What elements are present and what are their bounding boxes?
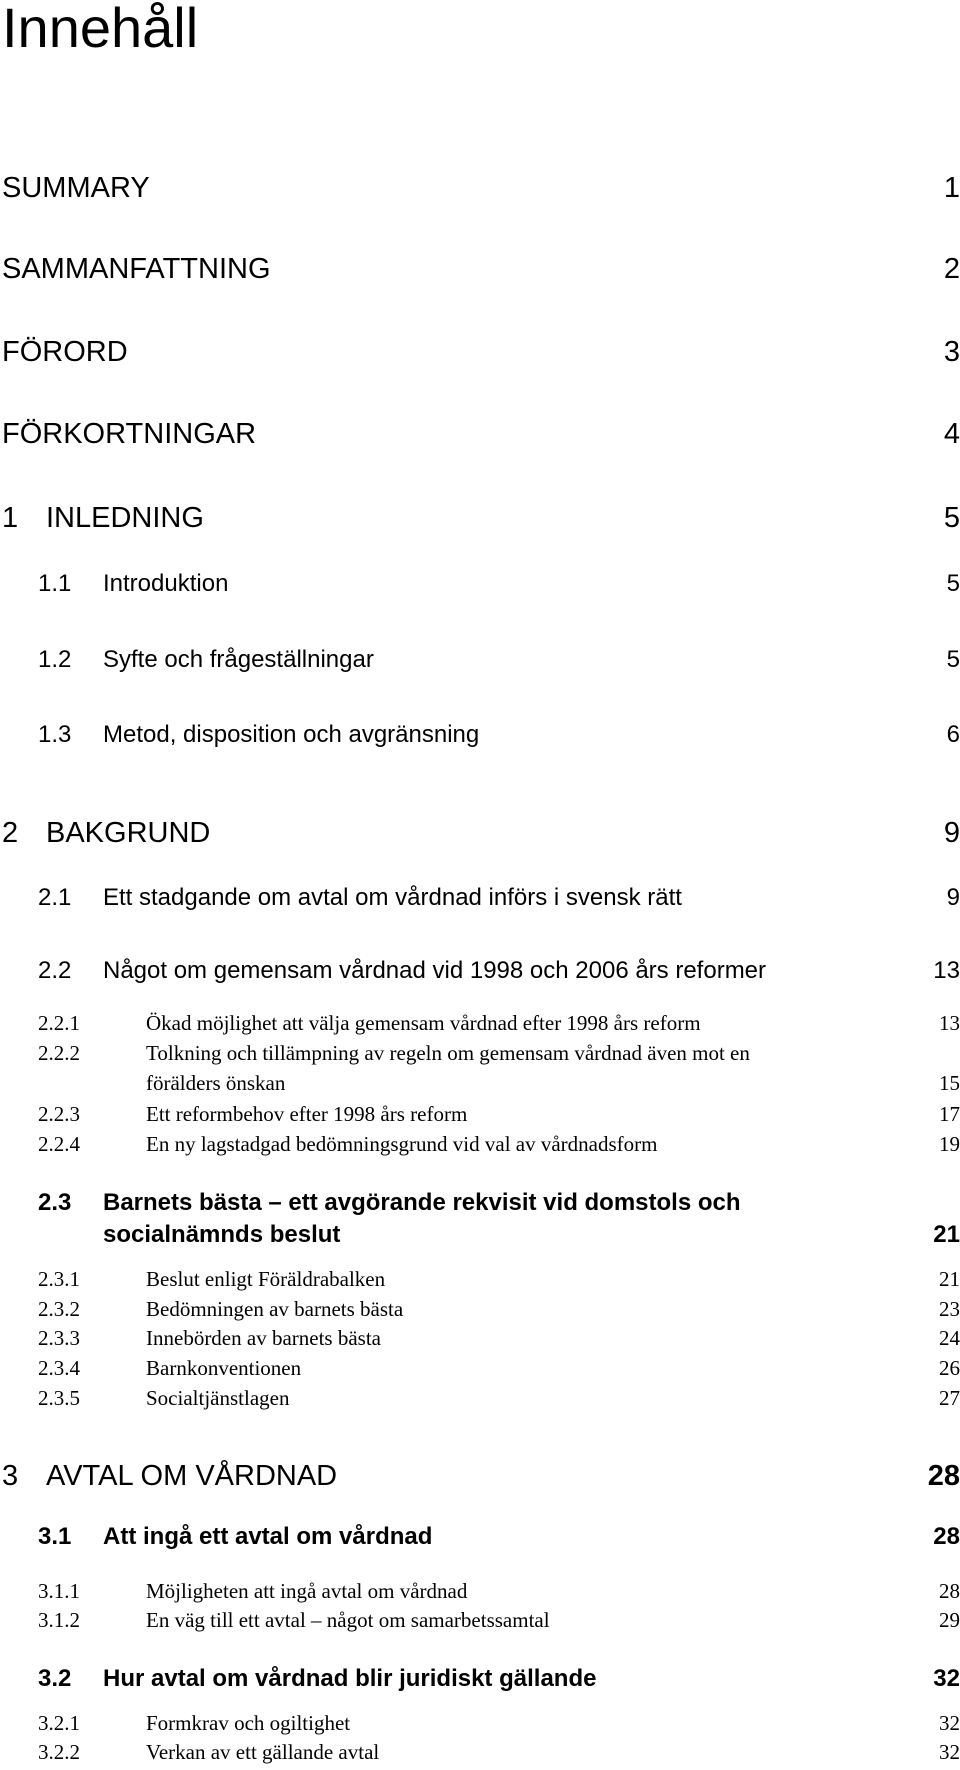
toc-entry-text: AVTAL OM VÅRDNAD xyxy=(46,1460,338,1492)
toc-entry-page: 29 xyxy=(939,1608,960,1632)
toc-entry-text: INLEDNING xyxy=(46,502,204,534)
toc-entry-text: Beslut enligt Föräldrabalken xyxy=(146,1267,386,1291)
toc-entry-text: Verkan av ett gällande avtal xyxy=(146,1740,380,1764)
toc-entry-text-continued: förälders önskan xyxy=(146,1071,286,1095)
toc-entry-page: 6 xyxy=(946,721,960,748)
toc-entry-text: Ökad möjlighet att välja gemensam vårdnad efter 1998 års reform xyxy=(146,1011,701,1035)
toc-entry-text: FÖRORD xyxy=(2,336,128,368)
toc-entry-text: SAMMANFATTNING xyxy=(2,253,271,285)
toc-entry-page: 3 xyxy=(943,336,960,368)
toc-entry-page: 15 xyxy=(939,1071,960,1095)
toc-entry-number: 2.2.2 xyxy=(38,1041,80,1065)
toc-entry-page: 21 xyxy=(939,1267,960,1291)
toc-entry-page: 9 xyxy=(943,817,960,849)
toc-entry-number: 2 xyxy=(2,817,19,849)
toc-entry-page: 5 xyxy=(943,502,960,534)
toc-entry-number: 1 xyxy=(2,502,19,534)
toc-entry-text: Ett stadgande om avtal om vårdnad införs i svensk rätt xyxy=(103,884,682,911)
toc-entry-page: 21 xyxy=(933,1221,960,1248)
toc-entry-page: 5 xyxy=(946,570,960,597)
page-title: Innehåll xyxy=(2,0,199,59)
toc-entry-text: Barnets bästa – ett avgörande rekvisit vid domstols och xyxy=(103,1189,741,1216)
toc-entry-text: Socialtjänstlagen xyxy=(146,1386,290,1410)
toc-entry-page: 28 xyxy=(933,1523,960,1550)
toc-entry-subsection-2-2-2[interactable] xyxy=(0,1040,960,1096)
toc-entry-number: 2.2.4 xyxy=(38,1132,80,1156)
toc-entry-text: En ny lagstadgad bedömningsgrund vid val av vårdnadsform xyxy=(146,1132,658,1156)
toc-entry-number: 3.1 xyxy=(38,1523,72,1550)
toc-entry-page: 17 xyxy=(939,1102,960,1126)
toc-entry-page: 13 xyxy=(939,1011,960,1035)
toc-entry-text: Metod, disposition och avgränsning xyxy=(103,721,480,748)
toc-entry-text: SUMMARY xyxy=(2,172,150,204)
toc-entry-number: 2.3.5 xyxy=(38,1386,80,1410)
toc-entry-text: Introduktion xyxy=(103,570,229,597)
toc-entry-number: 3 xyxy=(2,1460,19,1492)
toc-entry-number: 2.2.3 xyxy=(38,1102,80,1126)
toc-entry-number: 1.1 xyxy=(38,570,72,597)
toc-entry-number: 2.2.1 xyxy=(38,1011,80,1035)
toc-entry-page: 27 xyxy=(939,1386,960,1410)
toc-entry-text: Tolkning och tillämpning av regeln om gemensam vårdnad även mot en xyxy=(146,1041,750,1065)
toc-entry-number: 2.2 xyxy=(38,957,72,984)
toc-entry-number: 2.3.4 xyxy=(38,1356,80,1380)
toc-entry-text: FÖRKORTNINGAR xyxy=(2,418,257,450)
toc-entry-text: Möjligheten att ingå avtal om vårdnad xyxy=(146,1579,468,1603)
toc-entry-text: Bedömningen av barnets bästa xyxy=(146,1297,404,1321)
toc-entry-page: 32 xyxy=(933,1665,960,1692)
toc-entry-page: 24 xyxy=(939,1326,960,1350)
toc-entry-page: 13 xyxy=(933,957,960,984)
toc-entry-number: 3.2.1 xyxy=(38,1711,80,1735)
toc-entry-page: 32 xyxy=(939,1711,960,1735)
toc-entry-section-2-3[interactable] xyxy=(0,1188,960,1250)
toc-entry-number: 1.2 xyxy=(38,646,72,673)
toc-entry-text: Syfte och frågeställningar xyxy=(103,646,374,673)
toc-entry-page: 4 xyxy=(943,418,960,450)
toc-entry-number: 2.3.3 xyxy=(38,1326,80,1350)
toc-entry-number: 2.3.2 xyxy=(38,1297,80,1321)
toc-entry-number: 3.1.1 xyxy=(38,1579,80,1603)
toc-entry-text: Innebörden av barnets bästa xyxy=(146,1326,381,1350)
toc-entry-number: 2.3.1 xyxy=(38,1267,80,1291)
toc-entry-number: 3.2.2 xyxy=(38,1740,80,1764)
toc-entry-text-continued: socialnämnds beslut xyxy=(103,1221,341,1248)
toc-entry-number: 2.3 xyxy=(38,1189,72,1216)
toc-entry-text: Hur avtal om vårdnad blir juridiskt gällande xyxy=(103,1665,597,1692)
toc-entry-page: 19 xyxy=(939,1132,960,1156)
toc-entry-text: Formkrav och ogiltighet xyxy=(146,1711,351,1735)
toc-entry-page: 9 xyxy=(946,884,960,911)
toc-entry-page: 2 xyxy=(943,253,960,285)
toc-entry-number: 3.1.2 xyxy=(38,1608,80,1632)
toc-entry-page: 32 xyxy=(939,1740,960,1764)
toc-entry-page: 23 xyxy=(939,1297,960,1321)
toc-entry-text: BAKGRUND xyxy=(46,817,211,849)
toc-entry-text: Barnkonventionen xyxy=(146,1356,302,1380)
toc-entry-text: Ett reformbehov efter 1998 års reform xyxy=(146,1102,468,1126)
toc-entry-page: 28 xyxy=(939,1579,960,1603)
toc-entry-number: 2.1 xyxy=(38,884,72,911)
toc-entry-text: En väg till ett avtal – något om samarbetssamtal xyxy=(146,1608,550,1632)
toc-entry-page: 1 xyxy=(943,172,960,204)
toc-entry-text: Att ingå ett avtal om vårdnad xyxy=(103,1523,433,1550)
toc-entry-page: 28 xyxy=(927,1460,960,1492)
toc-entry-text: Något om gemensam vårdnad vid 1998 och 2006 års reformer xyxy=(103,957,767,984)
toc-entry-number: 3.2 xyxy=(38,1665,72,1692)
toc-entry-page: 5 xyxy=(946,646,960,673)
toc-entry-page: 26 xyxy=(939,1356,960,1380)
toc-entry-number: 1.3 xyxy=(38,721,72,748)
